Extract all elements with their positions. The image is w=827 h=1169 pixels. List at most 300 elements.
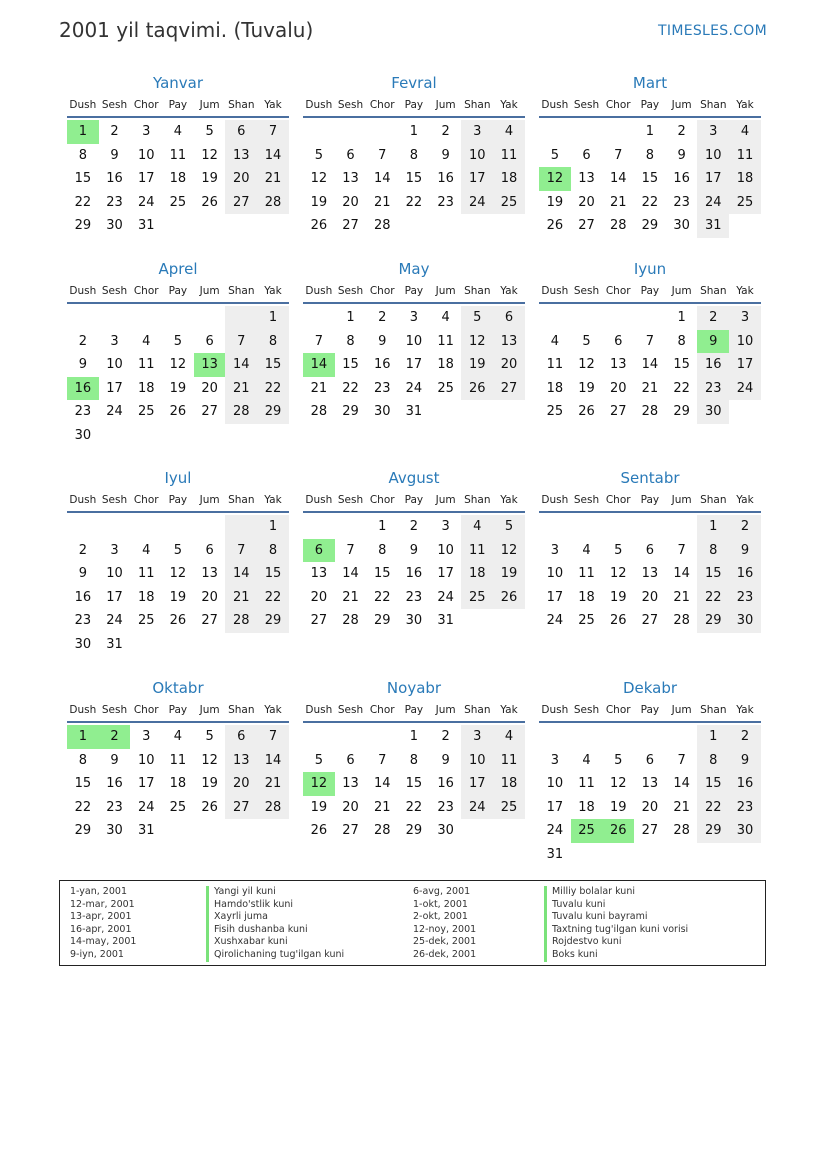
day-cell: 15 <box>641 171 659 187</box>
weekday-label: Chor <box>605 285 631 297</box>
day-cell: 27 <box>310 613 328 629</box>
legend-holiday-name: Tuvalu kuni <box>544 899 688 912</box>
holiday-day-cell: 25 <box>571 819 603 843</box>
day-cell: 12 <box>310 171 328 187</box>
weekday-label: Pay <box>640 704 660 716</box>
day-cell: 17 <box>106 380 123 396</box>
empty-day-cell <box>194 214 226 238</box>
day-cell: 26 <box>201 194 218 210</box>
day-cell: 3 <box>110 333 119 349</box>
weekday-label: Yak <box>736 704 754 716</box>
empty-day-cell <box>729 843 761 867</box>
week-row <box>539 167 761 191</box>
brand-link[interactable]: TIMESLES.COM <box>658 23 767 39</box>
empty-day-cell <box>634 725 666 749</box>
empty-day-cell <box>225 306 257 330</box>
day-cell: 21 <box>609 194 627 210</box>
empty-day-cell <box>539 515 571 539</box>
holiday-day-cell: 1 <box>67 725 99 749</box>
week-row <box>67 191 289 215</box>
month-name: Sentabr <box>620 469 680 487</box>
day-cell: 23 <box>673 194 690 210</box>
legend-names-right <box>544 886 688 962</box>
week-row <box>303 609 525 633</box>
day-cell: 15 <box>342 357 359 373</box>
day-cell: 7 <box>378 752 387 768</box>
weekday-label: Jum <box>671 285 692 297</box>
day-cell: 6 <box>346 752 355 768</box>
day-cell: 30 <box>74 427 92 443</box>
weekday-label: Chor <box>605 704 631 716</box>
day-cell: 23 <box>697 377 729 401</box>
day-cell: 26 <box>201 799 218 815</box>
empty-day-cell <box>666 725 698 749</box>
day-cell: 26 <box>169 404 187 420</box>
day-cell: 11 <box>437 333 454 349</box>
day-cell: 7 <box>225 330 257 354</box>
day-cell: 1 <box>257 306 289 330</box>
day-cell: 2 <box>677 124 686 139</box>
day-cell: 3 <box>461 725 493 749</box>
day-cell: 9 <box>110 752 119 768</box>
holiday-day-cell: 2 <box>99 725 131 749</box>
empty-day-cell <box>729 400 761 424</box>
empty-day-cell <box>130 424 162 448</box>
empty-day-cell <box>162 306 194 330</box>
day-cell: 1 <box>378 519 387 534</box>
weekday-label: Yak <box>736 285 754 297</box>
week-row <box>303 562 525 586</box>
day-cell: 28 <box>257 796 289 820</box>
header-rule <box>303 302 525 304</box>
weekday-label: Jum <box>671 494 692 506</box>
day-cell: 3 <box>142 729 151 744</box>
day-cell: 5 <box>173 542 183 558</box>
day-cell: 1 <box>697 725 729 749</box>
day-cell: 18 <box>169 171 187 187</box>
legend-holiday-date: 13-apr, 2001 <box>70 911 132 923</box>
day-cell: 21 <box>673 589 690 605</box>
day-cell: 25 <box>137 613 155 629</box>
day-cell: 16 <box>697 353 729 377</box>
empty-day-cell <box>257 424 289 448</box>
day-cell: 27 <box>225 796 257 820</box>
day-cell: 30 <box>74 636 92 652</box>
day-cell: 28 <box>225 609 257 633</box>
empty-day-cell <box>162 633 194 657</box>
day-cell: 27 <box>578 218 595 234</box>
empty-day-cell <box>99 515 131 539</box>
day-cell: 12 <box>493 539 525 563</box>
weekday-label: Sesh <box>573 494 600 506</box>
empty-day-cell <box>225 214 257 238</box>
day-cell: 17 <box>546 799 564 815</box>
week-row <box>539 400 761 424</box>
header-rule <box>67 116 289 118</box>
empty-day-cell <box>303 306 335 330</box>
weekday-label: Shan <box>464 704 491 716</box>
week-row <box>539 586 761 610</box>
empty-day-cell <box>225 819 257 843</box>
day-cell: 17 <box>106 589 123 605</box>
weekday-label: Pay <box>404 99 424 111</box>
week-row <box>303 725 525 749</box>
legend-holiday-name: Hamdo'stlik kuni <box>206 899 344 912</box>
week-row <box>67 377 289 401</box>
day-cell: 28 <box>257 191 289 215</box>
day-cell: 22 <box>74 194 92 210</box>
day-cell: 10 <box>437 542 454 558</box>
week-row <box>303 144 525 168</box>
month-yanvar <box>67 72 289 238</box>
day-cell: 11 <box>578 776 595 792</box>
day-cell: 21 <box>342 589 359 605</box>
weekday-label: Chor <box>369 285 395 297</box>
day-cell: 15 <box>257 562 289 586</box>
empty-day-cell <box>67 306 99 330</box>
weekday-label: Sesh <box>337 704 364 716</box>
legend-dates-right <box>413 886 476 962</box>
header-rule <box>67 511 289 513</box>
day-cell: 20 <box>201 589 218 605</box>
weekday-label: Dush <box>541 285 569 297</box>
weekday-label: Dush <box>69 704 97 716</box>
day-cell: 18 <box>461 562 493 586</box>
legend-holiday-date: 6-avg, 2001 <box>413 886 471 897</box>
day-cell: 3 <box>461 120 493 144</box>
empty-day-cell <box>461 819 493 843</box>
empty-day-cell <box>335 725 367 749</box>
weekday-label: Sesh <box>101 494 128 506</box>
empty-day-cell <box>194 633 226 657</box>
day-cell: 18 <box>137 380 155 396</box>
empty-day-cell <box>461 609 493 633</box>
empty-day-cell <box>539 306 571 330</box>
day-cell: 29 <box>673 404 690 420</box>
weekday-header <box>303 699 525 721</box>
holiday-day-cell: 12 <box>303 772 335 796</box>
day-cell: 20 <box>201 380 218 396</box>
day-cell: 20 <box>493 353 525 377</box>
day-cell: 27 <box>225 191 257 215</box>
day-cell: 29 <box>697 609 729 633</box>
day-cell: 5 <box>205 124 214 139</box>
week-row <box>303 306 525 330</box>
day-cell: 16 <box>405 566 423 582</box>
day-cell: 1 <box>697 515 729 539</box>
day-cell: 19 <box>201 776 218 792</box>
legend-holiday-date: 1-yan, 2001 <box>70 886 127 897</box>
day-cell: 11 <box>493 144 525 168</box>
day-cell: 4 <box>729 120 761 144</box>
day-cell: 7 <box>677 752 686 768</box>
day-cell: 6 <box>645 542 655 558</box>
day-cell: 13 <box>342 171 359 187</box>
day-cell: 21 <box>673 799 690 815</box>
day-cell: 8 <box>645 147 655 163</box>
day-cell: 30 <box>729 819 761 843</box>
day-cell: 6 <box>614 333 623 349</box>
weekday-label: Jum <box>435 704 456 716</box>
day-cell: 16 <box>106 171 123 187</box>
week-row <box>303 214 525 238</box>
empty-day-cell <box>398 214 430 238</box>
day-cell: 13 <box>641 566 659 582</box>
weekday-label: Yak <box>736 494 754 506</box>
day-cell: 17 <box>697 167 729 191</box>
day-cell: 25 <box>546 404 564 420</box>
day-cell: 31 <box>437 613 454 629</box>
day-cell: 10 <box>461 144 493 168</box>
empty-day-cell <box>225 424 257 448</box>
week-row <box>67 353 289 377</box>
day-cell: 13 <box>493 330 525 354</box>
weekday-header <box>67 94 289 116</box>
week-row <box>67 424 289 448</box>
day-cell: 17 <box>137 171 155 187</box>
week-row <box>67 400 289 424</box>
day-cell: 21 <box>373 799 391 815</box>
legend-holiday-date: 2-okt, 2001 <box>413 911 468 923</box>
weekday-label: Dush <box>305 494 333 506</box>
weekday-label: Dush <box>305 285 333 297</box>
day-cell: 24 <box>461 191 493 215</box>
day-cell: 24 <box>729 377 761 401</box>
day-cell: 15 <box>405 171 423 187</box>
day-cell: 20 <box>641 589 659 605</box>
day-cell: 6 <box>225 120 257 144</box>
empty-day-cell <box>539 120 571 144</box>
day-cell: 23 <box>437 799 454 815</box>
weekday-label: Jum <box>671 99 692 111</box>
week-row <box>303 353 525 377</box>
weekday-label: Jum <box>435 99 456 111</box>
week-row <box>67 633 289 657</box>
day-cell: 31 <box>546 846 564 862</box>
month-may <box>303 258 525 424</box>
day-cell: 28 <box>373 823 391 839</box>
day-cell: 2 <box>697 306 729 330</box>
day-cell: 26 <box>310 218 328 234</box>
empty-day-cell <box>225 515 257 539</box>
empty-day-cell <box>130 633 162 657</box>
day-cell: 18 <box>169 776 187 792</box>
legend-holiday-name: Boks kuni <box>544 949 688 962</box>
empty-day-cell <box>303 725 335 749</box>
day-cell: 7 <box>614 147 623 163</box>
week-row <box>539 796 761 820</box>
day-cell: 3 <box>409 310 419 325</box>
day-cell: 21 <box>373 194 391 210</box>
weekday-header <box>67 489 289 511</box>
week-row <box>303 167 525 191</box>
weekday-label: Chor <box>605 99 631 111</box>
legend-holiday-date: 16-apr, 2001 <box>70 923 132 935</box>
day-cell: 25 <box>169 194 187 210</box>
day-cell: 11 <box>493 749 525 773</box>
week-row <box>539 515 761 539</box>
empty-day-cell <box>130 306 162 330</box>
weekday-label: Jum <box>199 494 220 506</box>
weekday-header <box>67 280 289 302</box>
day-cell: 19 <box>609 799 627 815</box>
week-row <box>539 330 761 354</box>
holiday-day-cell: 1 <box>67 120 99 144</box>
day-cell: 13 <box>225 144 257 168</box>
day-cell: 10 <box>106 357 123 373</box>
empty-day-cell <box>602 306 634 330</box>
month-dekabr <box>539 677 761 867</box>
weekday-header <box>539 489 761 511</box>
day-cell: 11 <box>137 566 155 582</box>
legend-holiday-name: Fisih dushanba kuni <box>206 924 344 937</box>
day-cell: 22 <box>697 796 729 820</box>
day-cell: 19 <box>578 380 595 396</box>
day-cell: 2 <box>729 515 761 539</box>
month-mart <box>539 72 761 238</box>
week-row <box>67 330 289 354</box>
day-cell: 7 <box>257 725 289 749</box>
day-cell: 31 <box>137 823 155 839</box>
empty-day-cell <box>303 515 335 539</box>
day-cell: 6 <box>205 542 214 558</box>
empty-day-cell <box>493 609 525 633</box>
day-cell: 27 <box>493 377 525 401</box>
day-cell: 25 <box>493 191 525 215</box>
weekday-label: Dush <box>541 494 569 506</box>
day-cell: 25 <box>137 404 155 420</box>
day-cell: 14 <box>225 353 257 377</box>
empty-day-cell <box>366 120 398 144</box>
legend-holiday-date: 1-okt, 2001 <box>413 898 468 910</box>
day-cell: 15 <box>373 566 391 582</box>
day-cell: 10 <box>106 566 123 582</box>
weekday-label: Pay <box>640 494 660 506</box>
day-cell: 9 <box>78 357 87 373</box>
weekday-label: Jum <box>671 704 692 716</box>
day-cell: 20 <box>342 194 359 210</box>
day-cell: 20 <box>609 380 627 396</box>
day-cell: 29 <box>257 609 289 633</box>
day-cell: 4 <box>493 120 525 144</box>
header-rule <box>67 721 289 723</box>
holiday-day-cell: 9 <box>697 330 729 354</box>
day-cell: 28 <box>641 404 659 420</box>
weekday-header <box>539 94 761 116</box>
day-cell: 4 <box>461 515 493 539</box>
weekday-header <box>303 280 525 302</box>
day-cell: 22 <box>257 586 289 610</box>
week-row <box>67 562 289 586</box>
month-avgust <box>303 467 525 633</box>
day-cell: 15 <box>74 776 92 792</box>
empty-day-cell <box>257 214 289 238</box>
legend-holiday-date: 12-mar, 2001 <box>70 898 135 910</box>
day-cell: 2 <box>441 124 450 139</box>
weekday-label: Dush <box>541 704 569 716</box>
day-cell: 5 <box>461 306 493 330</box>
day-cell: 10 <box>546 566 564 582</box>
day-cell: 18 <box>546 380 564 396</box>
day-cell: 19 <box>461 353 493 377</box>
week-row <box>67 749 289 773</box>
empty-day-cell <box>225 633 257 657</box>
day-cell: 2 <box>409 519 419 534</box>
day-cell: 9 <box>110 147 119 163</box>
day-cell: 31 <box>137 218 155 234</box>
day-cell: 7 <box>314 333 323 349</box>
day-cell: 19 <box>493 562 525 586</box>
header-rule <box>539 511 761 513</box>
day-cell: 7 <box>257 120 289 144</box>
day-cell: 24 <box>106 613 123 629</box>
empty-day-cell <box>162 819 194 843</box>
week-row <box>539 120 761 144</box>
weekday-label: Chor <box>369 704 395 716</box>
week-row <box>539 377 761 401</box>
day-cell: 22 <box>257 377 289 401</box>
week-row <box>303 400 525 424</box>
day-cell: 8 <box>346 333 355 349</box>
day-cell: 25 <box>461 586 493 610</box>
weekday-label: Yak <box>500 285 518 297</box>
day-cell: 18 <box>437 357 454 373</box>
day-cell: 3 <box>110 542 119 558</box>
day-cell: 7 <box>677 542 686 558</box>
day-cell: 12 <box>169 566 187 582</box>
empty-day-cell <box>602 515 634 539</box>
week-row <box>67 586 289 610</box>
day-cell: 8 <box>677 333 686 349</box>
day-cell: 5 <box>314 752 323 768</box>
empty-day-cell <box>666 515 698 539</box>
month-name: Mart <box>632 74 668 92</box>
empty-day-cell <box>162 515 194 539</box>
day-cell: 2 <box>729 725 761 749</box>
empty-day-cell <box>257 633 289 657</box>
day-cell: 29 <box>74 218 92 234</box>
day-cell: 23 <box>74 613 92 629</box>
weekday-label: Sesh <box>101 704 128 716</box>
weekday-label: Shan <box>228 285 255 297</box>
day-cell: 12 <box>609 566 627 582</box>
month-name: Iyun <box>633 260 667 278</box>
day-cell: 7 <box>225 539 257 563</box>
day-cell: 5 <box>550 147 559 163</box>
day-cell: 24 <box>546 613 564 629</box>
day-cell: 23 <box>729 796 761 820</box>
day-cell: 22 <box>673 380 690 396</box>
weekday-label: Sesh <box>337 285 364 297</box>
day-cell: 8 <box>378 542 387 558</box>
day-cell: 26 <box>609 613 627 629</box>
weekday-label: Dush <box>541 99 569 111</box>
day-cell: 31 <box>106 636 123 652</box>
day-cell: 23 <box>106 799 123 815</box>
weekday-label: Jum <box>435 494 456 506</box>
day-cell: 14 <box>342 566 359 582</box>
legend-holiday-name: Taxtning tug'ilgan kuni vorisi <box>544 924 688 937</box>
day-cell: 9 <box>409 542 419 558</box>
week-row <box>67 120 289 144</box>
empty-day-cell <box>697 843 729 867</box>
day-cell: 17 <box>437 566 454 582</box>
day-cell: 17 <box>137 776 155 792</box>
day-cell: 11 <box>137 357 155 373</box>
day-cell: 5 <box>614 752 623 768</box>
day-cell: 13 <box>578 171 595 187</box>
day-cell: 14 <box>257 144 289 168</box>
